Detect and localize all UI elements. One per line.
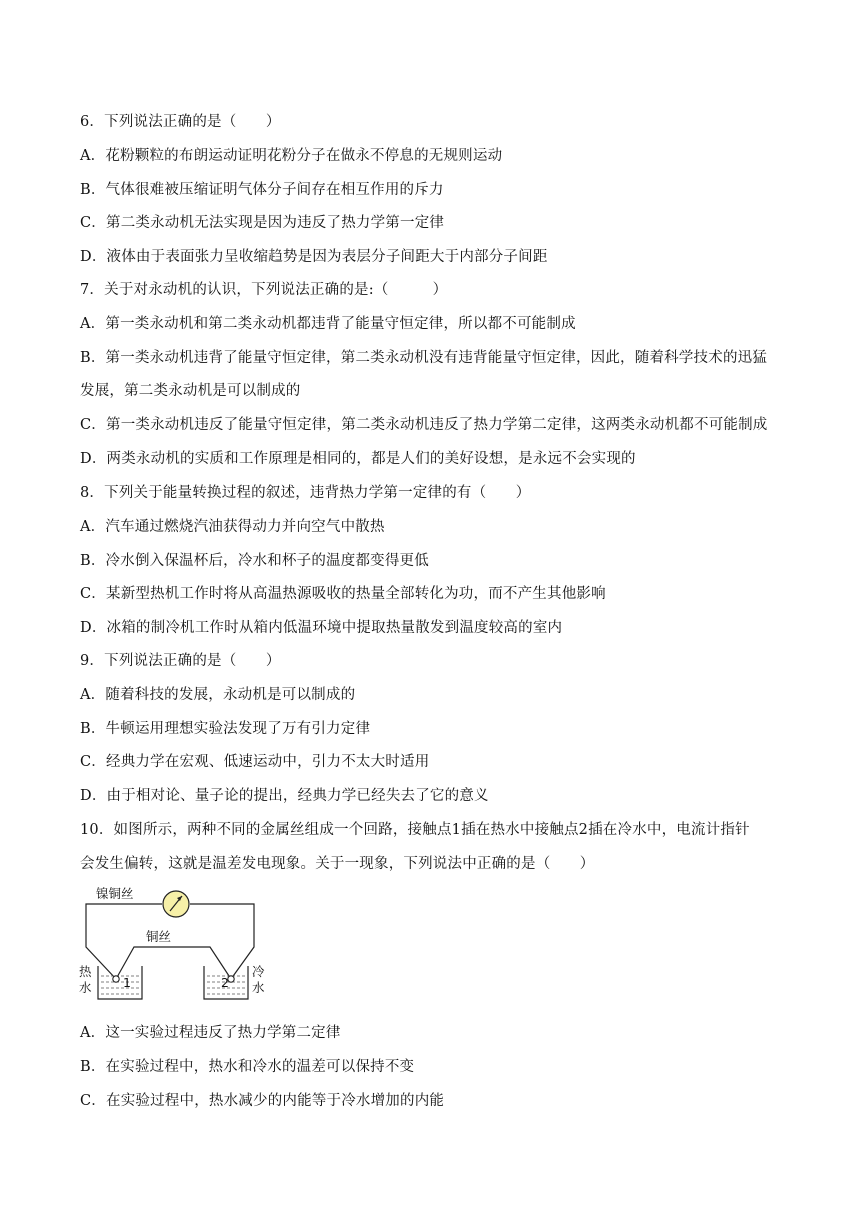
- thermocouple-diagram: [76, 884, 276, 1000]
- label-cold-water-2: 水: [252, 980, 265, 995]
- question-6-option-a: A．花粉颗粒的布朗运动证明花粉分子在做永不停息的无规则运动: [80, 148, 503, 164]
- question-10-stem: 10．如图所示，两种不同的金属丝组成一个回路，接触点1插在热水中接触点2插在冷水中，电流计指针: [80, 822, 750, 838]
- question-10-option-a: A．这一实验过程违反了热力学第二定律: [80, 1025, 341, 1041]
- question-9-option-d: D．由于相对论、量子论的提出，经典力学已经失去了它的意义: [80, 788, 489, 804]
- label-copper-wire: 铜丝: [146, 929, 172, 944]
- label-nickel-copper-wire: 镍铜丝: [96, 886, 134, 901]
- question-6-option-c: C．第二类永动机无法实现是因为违反了热力学第一定律: [80, 215, 445, 231]
- label-point-1: 1: [123, 975, 131, 990]
- question-9-option-b: B．牛顿运用理想实验法发现了万有引力定律: [80, 721, 371, 737]
- question-7-stem: 7．关于对永动机的认识，下列说法正确的是:（ ）: [80, 282, 448, 298]
- label-hot-water-1: 热: [79, 964, 92, 979]
- question-7-option-d: D．两类永动机的实质和工作原理是相同的，都是人们的美好设想，是永远不会实现的: [80, 451, 636, 467]
- question-8-option-b: B．冷水倒入保温杯后，冷水和杯子的温度都变得更低: [80, 553, 429, 569]
- question-8-option-c: C．某新型热机工作时将从高温热源吸收的热量全部转化为功，而不产生其他影响: [80, 586, 606, 602]
- question-6-option-d: D．液体由于表面张力呈收缩趋势是因为表层分子间距大于内部分子间距: [80, 249, 548, 265]
- question-6-stem: 6．下列说法正确的是（ ）: [80, 114, 281, 130]
- question-7-option-a: A．第一类永动机和第二类永动机都违背了能量守恒定律，所以都不可能制成: [80, 316, 576, 332]
- label-hot-water-2: 水: [79, 980, 92, 995]
- question-6-option-b: B．气体很难被压缩证明气体分子间存在相互作用的斥力: [80, 182, 444, 198]
- question-10-option-c: C．在实验过程中，热水减少的内能等于冷水增加的内能: [80, 1093, 445, 1109]
- label-cold-water-1: 冷: [252, 964, 265, 979]
- galvanometer-icon: [163, 891, 189, 917]
- question-7-option-c: C．第一类永动机违反了能量守恒定律，第二类永动机违反了热力学第二定律，这两类永动机都不可能制成: [80, 417, 768, 433]
- question-7-option-b: B．第一类永动机违背了能量守恒定律，第二类永动机没有违背能量守恒定律，因此，随着科学技术的迅猛: [80, 350, 768, 366]
- label-point-2: 2: [221, 975, 229, 990]
- question-9-option-a: A．随着科技的发展，永动机是可以制成的: [80, 687, 356, 703]
- copper-wire: [116, 947, 231, 979]
- question-9-option-c: C．经典力学在宏观、低速运动中，引力不太大时适用: [80, 754, 430, 770]
- question-10-option-b: B．在实验过程中，热水和冷水的温差可以保持不变: [80, 1059, 415, 1075]
- question-8-stem: 8．下列关于能量转换过程的叙述，违背热力学第一定律的有（ ）: [80, 485, 531, 501]
- question-8-option-d: D．冰箱的制冷机工作时从箱内低温环境中提取热量散发到温度较高的室内: [80, 620, 563, 636]
- question-10-stem-cont: 会发生偏转，这就是温差发电现象。关于一现象，下列说法中正确的是（ ）: [80, 856, 595, 872]
- question-7-option-b-cont: 发展，第二类永动机是可以制成的: [80, 383, 301, 399]
- question-9-stem: 9．下列说法正确的是（ ）: [80, 653, 281, 669]
- question-8-option-a: A．汽车通过燃烧汽油获得动力并向空气中散热: [80, 519, 385, 535]
